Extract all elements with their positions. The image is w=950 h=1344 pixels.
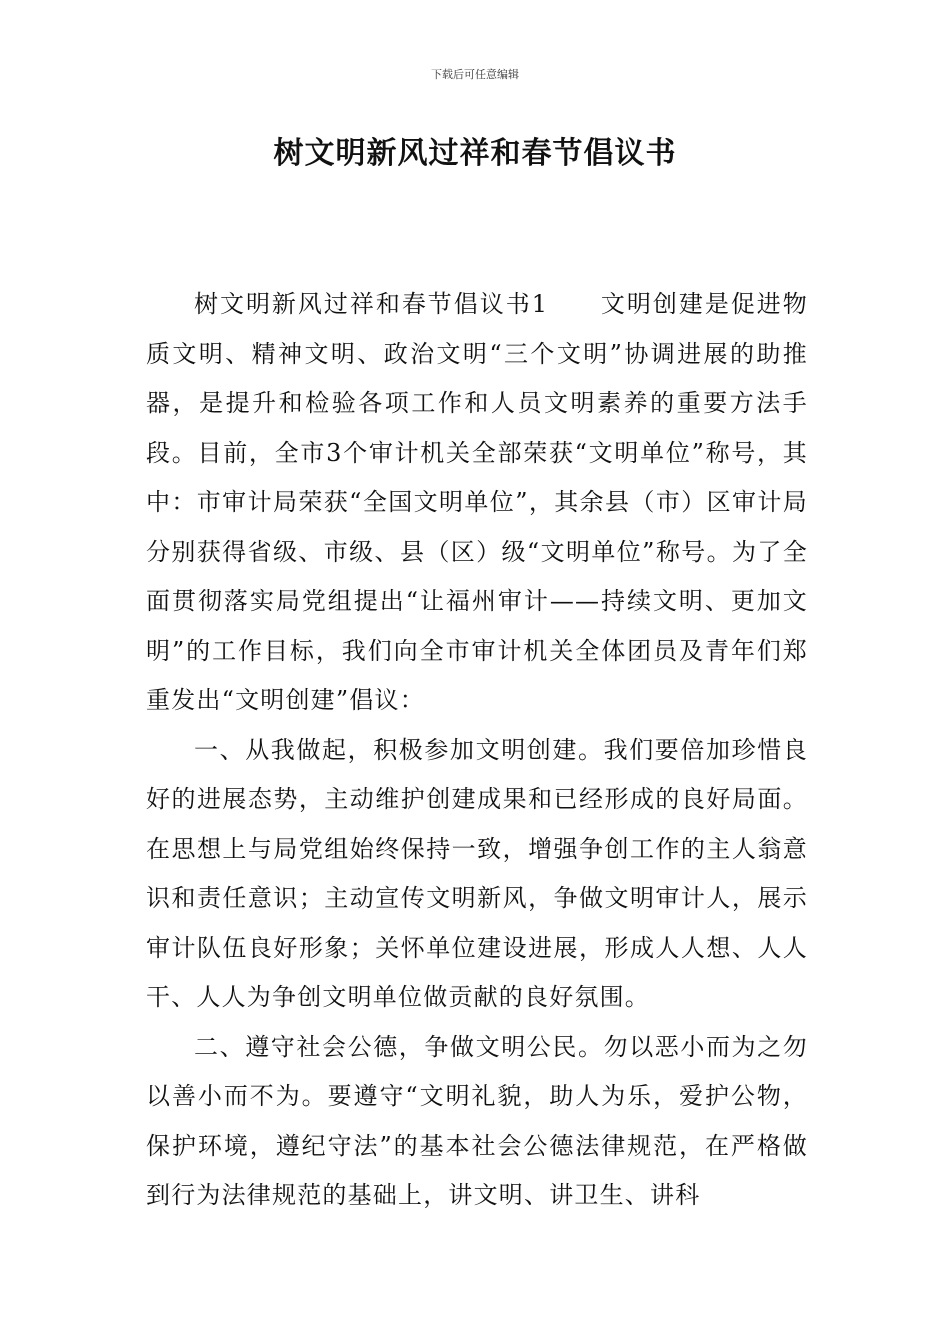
document-title: 树文明新风过祥和春节倡议书	[273, 136, 677, 171]
body-paragraph-two: 二、遵守社会公德，争做文明公民。勿以恶小而为之勿以善小而不为。要遵守“文明礼貌，助人为乐，爱护公物，保护环境，遵纪守法”的基本社会公德法律规范，在严格做到行为法律规范的基础上，讲文明、讲卫生、讲科	[146, 1032, 808, 1209]
page-header-note: 下载后可任意编辑	[431, 68, 519, 81]
body-paragraph-intro: 树文明新风过祥和春节倡议书1 文明创建是促进物质文明、精神文明、政治文明“三个文明”协调进展的助推器，是提升和检验各项工作和人员文明素养的重要方法手段。目前，全市3个审计机关全部荣获“文明单位”称号，其中：市审计局荣获“全国文明单位”，其余县（市）区审计局分别获得省级、市级、县（区）级“文明单位”称号。为了全面贯彻落实局党组提出“让福州审计——持续文明、更加文明”的工作目标，我们向全市审计机关全体团员及青年们郑重发出“文明创建”倡议：	[146, 290, 808, 714]
body-paragraph-one: 一、从我做起，积极参加文明创建。我们要倍加珍惜良好的进展态势，主动维护创建成果和已经形成的良好局面。在思想上与局党组始终保持一致，增强争创工作的主人翁意识和责任意识；主动宣传文明新风，争做文明审计人，展示审计队伍良好形象；关怀单位建设进展，形成人人想、人人干、人人为争创文明单位做贡献的良好氛围。	[146, 735, 808, 1011]
document-body	[146, 280, 808, 1221]
